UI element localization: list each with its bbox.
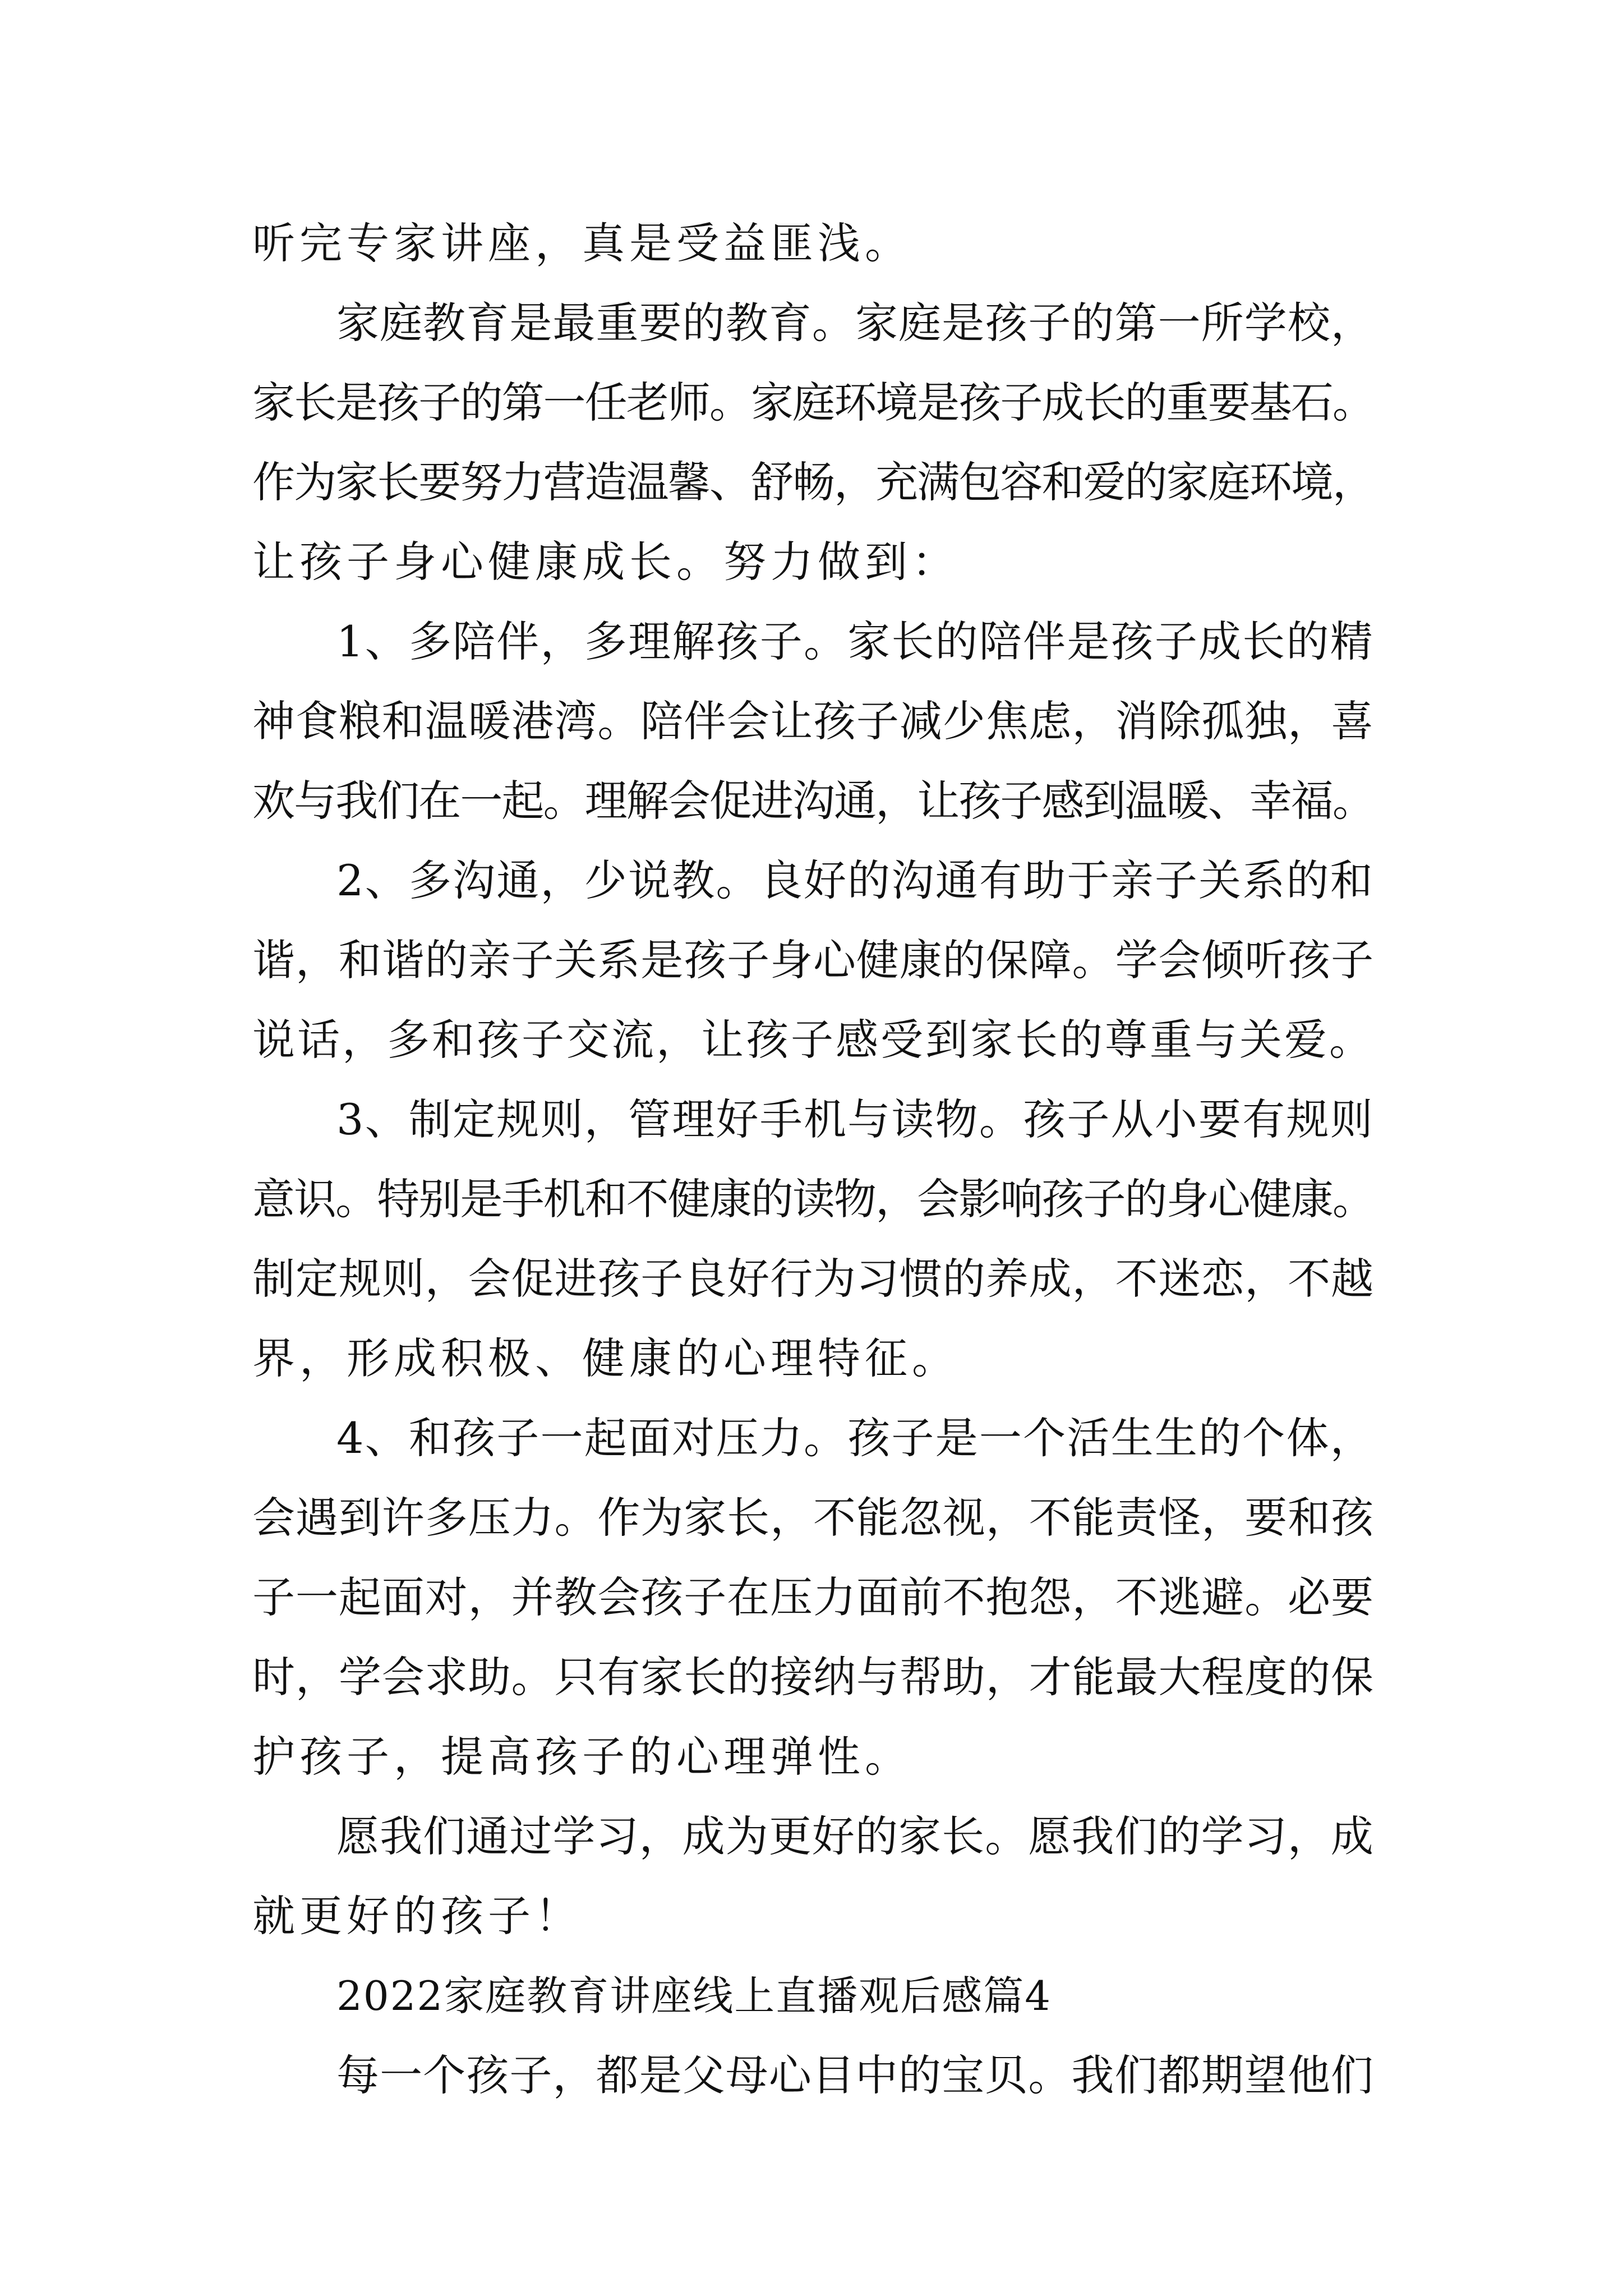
paragraph-line: 意识。特别是手机和不健康的读物，会影响孩子的身心健康。 (252, 1174, 1374, 1224)
paragraph-line: 就更好的孩子！ (252, 1891, 582, 1941)
paragraph-line: 愿我们通过学习，成为更好的家长。愿我们的学习，成 (336, 1811, 1374, 1861)
paragraph-line: 1、多陪伴，多理解孩子。家长的陪伴是孩子成长的精 (336, 616, 1374, 666)
paragraph-line: 每一个孩子，都是父母心目中的宝贝。我们都期望他们 (336, 2050, 1374, 2100)
paragraph-line: 2、多沟通，少说教。良好的沟通有助于亲子关系的和 (336, 855, 1374, 905)
paragraph-line: 子一起面对，并教会孩子在压力面前不抱怨，不逃避。必要 (252, 1572, 1374, 1622)
paragraph-line: 欢与我们在一起。理解会促进沟通，让孩子感到温暖、幸福。 (252, 776, 1374, 826)
paragraph-line: 界，形成积极、健康的心理特征。 (252, 1333, 959, 1383)
paragraph-line: 家庭教育是最重要的教育。家庭是孩子的第一所学校， (336, 298, 1374, 348)
paragraph-line: 让孩子身心健康成长。努力做到： (252, 537, 959, 587)
paragraph-line: 听完专家讲座，真是受益匪浅。 (252, 218, 912, 268)
paragraph-line: 制定规则，会促进孩子良好行为习惯的养成，不迷恋，不越 (252, 1254, 1374, 1304)
paragraph-line: 会遇到许多压力。作为家长，不能忽视，不能责怪，要和孩 (252, 1493, 1374, 1543)
paragraph-line: 说话，多和孩子交流，让孩子感受到家长的尊重与关爱。 (252, 1015, 1374, 1065)
paragraph-line: 作为家长要努力营造温馨、舒畅，充满包容和爱的家庭环境， (252, 457, 1374, 507)
paragraph-line: 4、和孩子一起面对压力。孩子是一个活生生的个体， (336, 1413, 1374, 1463)
paragraph-line: 3、制定规则，管理好手机与读物。孩子从小要有规则 (336, 1094, 1374, 1144)
paragraph-line: 家长是孩子的第一任老师。家庭环境是孩子成长的重要基石。 (252, 378, 1374, 427)
paragraph-line: 时，学会求助。只有家长的接纳与帮助，才能最大程度的保 (252, 1652, 1374, 1702)
section-heading: 2022家庭教育讲座线上直播观后感篇4 (336, 1972, 1052, 2019)
paragraph-line: 神食粮和温暖港湾。陪伴会让孩子减少焦虑，消除孤独，喜 (252, 696, 1374, 746)
paragraph-line: 护孩子，提高孩子的心理弹性。 (252, 1732, 912, 1782)
paragraph-line: 谐，和谐的亲子关系是孩子身心健康的保障。学会倾听孩子 (252, 935, 1374, 985)
